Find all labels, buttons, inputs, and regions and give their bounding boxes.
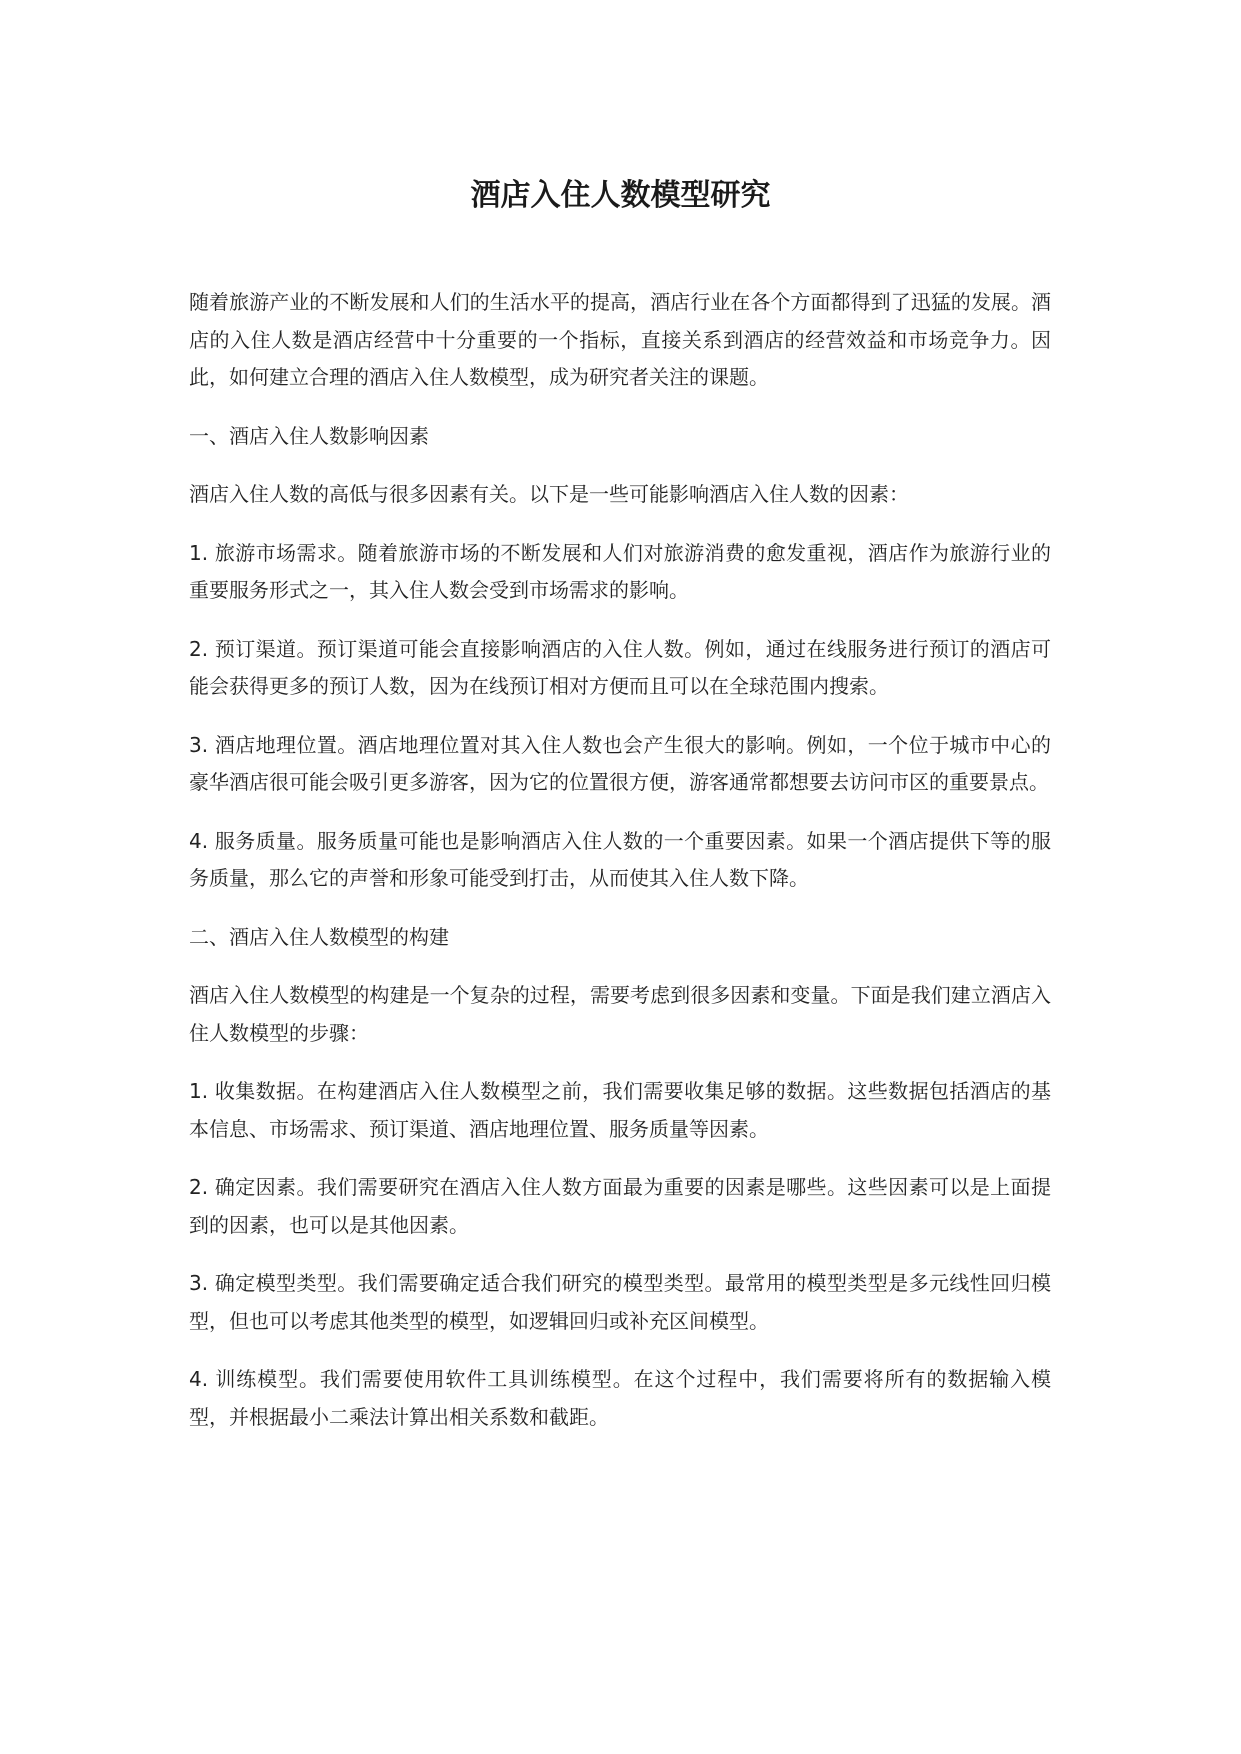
- intro-paragraph: 随着旅游产业的不断发展和人们的生活水平的提高，酒店行业在各个方面都得到了迅猛的发展。酒店的入住人数是酒店经营中十分重要的一个指标，直接关系到酒店的经营效益和市场竞争力。因此，如何建立合理的酒店入住人数模型，成为研究者关注的课题。: [189, 290, 1051, 389]
- section-1-item-1: 1. 旅游市场需求。随着旅游市场的不断发展和人们对旅游消费的愈发重视，酒店作为旅游行业的重要服务形式之一，其入住人数会受到市场需求的影响。: [189, 540, 1051, 602]
- section-1-item-4: 4. 服务质量。服务质量可能也是影响酒店入住人数的一个重要因素。如果一个酒店提供下等的服务质量，那么它的声誉和形象可能受到打击，从而使其入住人数下降。: [189, 828, 1051, 890]
- section-2-item-2: 2. 确定因素。我们需要研究在酒店入住人数方面最为重要的因素是哪些。这些因素可以是上面提到的因素，也可以是其他因素。: [189, 1175, 1051, 1237]
- section-2-lead: 酒店入住人数模型的构建是一个复杂的过程，需要考虑到很多因素和变量。下面是我们建立酒店入住人数模型的步骤：: [189, 983, 1051, 1045]
- document-body: [189, 284, 1051, 1457]
- section-2-item-4: 4. 训练模型。我们需要使用软件工具训练模型。在这个过程中，我们需要将所有的数据输入模型，并根据最小二乘法计算出相关系数和截距。: [189, 1367, 1051, 1429]
- section-1-item-3: 3. 酒店地理位置。酒店地理位置对其入住人数也会产生很大的影响。例如，一个位于城市中心的豪华酒店很可能会吸引更多游客，因为它的位置很方便，游客通常都想要去访问市区的重要景点。: [189, 732, 1051, 794]
- section-1-item-2: 2. 预订渠道。预订渠道可能会直接影响酒店的入住人数。例如，通过在线服务进行预订的酒店可能会获得更多的预订人数，因为在线预订相对方便而且可以在全球范围内搜索。: [189, 636, 1051, 698]
- section-2-item-1: 1. 收集数据。在构建酒店入住人数模型之前，我们需要收集足够的数据。这些数据包括酒店的基本信息、市场需求、预订渠道、酒店地理位置、服务质量等因素。: [189, 1079, 1051, 1141]
- section-1-lead: 酒店入住人数的高低与很多因素有关。以下是一些可能影响酒店入住人数的因素：: [189, 482, 909, 506]
- section-2-heading: 二、酒店入住人数模型的构建: [189, 924, 449, 949]
- section-2-item-3: 3. 确定模型类型。我们需要确定适合我们研究的模型类型。最常用的模型类型是多元线性回归模型，但也可以考虑其他类型的模型，如逻辑回归或补充区间模型。: [189, 1271, 1051, 1333]
- section-1-heading: 一、酒店入住人数影响因素: [189, 423, 429, 448]
- document-title: 酒店入住人数模型研究: [470, 178, 771, 213]
